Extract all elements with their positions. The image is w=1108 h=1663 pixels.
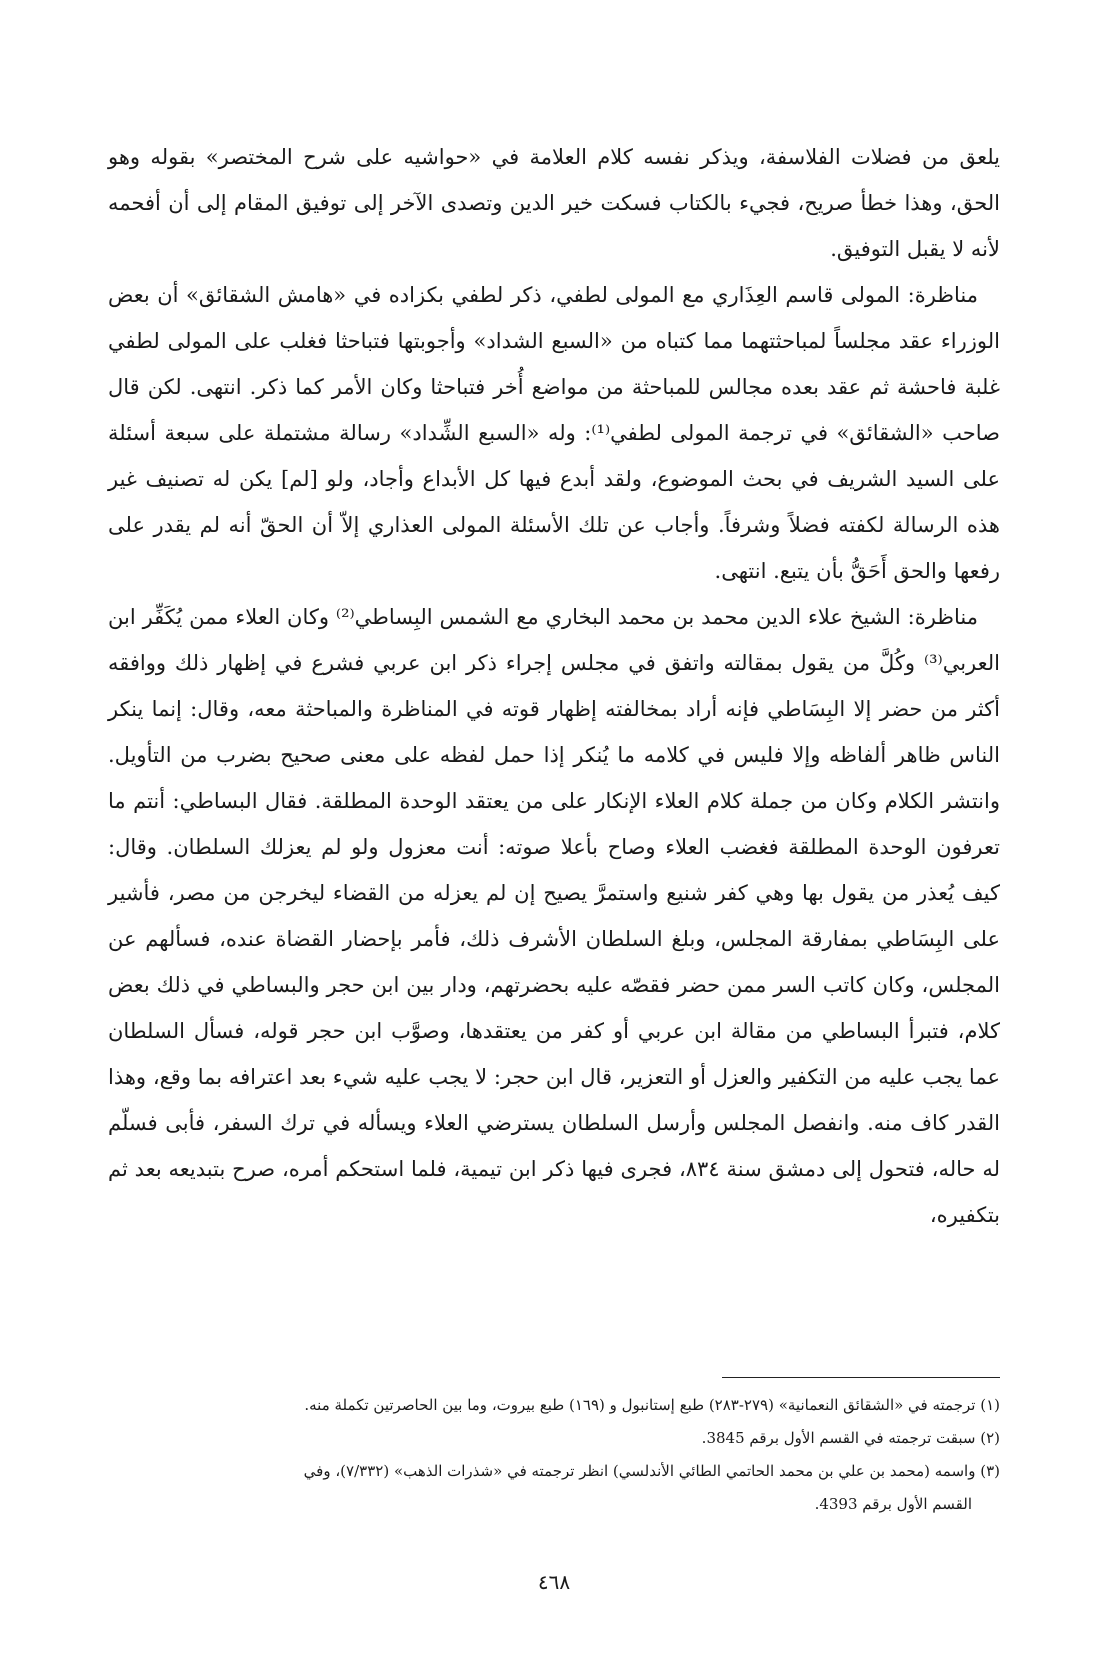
footnote-3: (٣) واسمه (محمد بن علي بن محمد الحاتمي الطائي الأندلسي) انظر ترجمته في «شذرات الذهب» (٧/٣٣٢)، وفي — [303, 1462, 1000, 1480]
footnote-divider — [722, 1377, 1000, 1378]
footnote-2: (٢) سبقت ترجمته في القسم الأول برقم 3845. — [701, 1429, 1000, 1447]
footnote-3-continuation: القسم الأول برقم 4393. — [814, 1495, 972, 1513]
page-number: ٤٦٨ — [537, 1570, 571, 1594]
footnotes — [108, 1389, 1000, 1521]
main-text — [108, 134, 1000, 1238]
paragraph-2: مناظرة: المولى قاسم العِذَاري مع المولى لطفي، ذكر لطفي بكزاده في «هامش الشقائق» أن بعض الوزراء عقد مجلساً لمباحثتهما مما كتباه من «السبع الشداد» وأجوبتها فتباحثا فغلب على المولى لطفي غلبة فاحشة ثم عقد بعده مجالس للمباحثة من مواضع أُخر فتباحثا وكان الأمر كما ذكر. انتهى. لكن قال صاحب «الشقائق» في ترجمة المولى لطفي⁽¹⁾: وله «السبع الشِّداد» رسالة مشتملة على سبعة أسئلة على السيد الشريف في بحث الموضوع، ولقد أبدع فيها كل الأبداع وأجاد، ولو [لم] يكن له تصنيف غير هذه الرسالة لكفته فضلاً وشرفاً. وأجاب عن تلك الأسئلة المولى العذاري إلاّ أن الحقّ أنه لم يقدر على رفعها والحق أَحَقُّ بأن يتبع. انتهى. — [108, 283, 1000, 583]
footnote-1: (١) ترجمته في «الشقائق النعمانية» (٢٧٩-٢٨٣) طبع إستانبول و (١٦٩) طبع بيروت، وما بين الحاصرتين تكملة منه. — [304, 1396, 1000, 1414]
paragraph-3: مناظرة: الشيخ علاء الدين محمد بن محمد البخاري مع الشمس البِساطي⁽²⁾ وكان العلاء ممن يُكَفِّر ابن العربي⁽³⁾ وكُلَّ من يقول بمقالته واتفق في مجلس إجراء ذكر ابن عربي فشرع في إظهار ذلك ووافقه أكثر من حضر إلا البِسَاطي فإنه أراد بمخالفته إظهار قوته في المناظرة والمباحثة معه، وقال: إنما ينكر الناس ظاهر ألفاظه وإلا فليس في كلامه ما يُنكر إذا حمل لفظه على معنى صحيح بضرب من التأويل. وانتشر الكلام وكان من جملة كلام العلاء الإنكار على من يعتقد الوحدة المطلقة. فقال البساطي: أنتم ما تعرفون الوحدة المطلقة فغضب العلاء وصاح بأعلا صوته: أنت معزول ولو لم يعزلك السلطان. وقال: كيف يُعذر من يقول بها وهي كفر شنيع واستمرَّ يصيح إن لم يعزله من القضاء ليخرجن من مصر، فأشير على البِسَاطي بمفارقة المجلس، وبلغ السلطان الأشرف ذلك، فأمر بإحضار القضاة عنده، فسألهم عن المجلس، وكان كاتب السر ممن حضر فقصّه عليه بحضرتهم، ودار بين ابن حجر والبساطي في ذلك بعض كلام، فتبرأ البساطي من مقالة ابن عربي أو كفر من يعتقدها، وصوَّب ابن حجر قوله، فسأل السلطان عما يجب عليه من التكفير والعزل أو التعزير، قال ابن حجر: لا يجب عليه شيء بعد اعترافه بما وقع، وهذا القدر كاف منه. وانفصل المجلس وأرسل السلطان يسترضي العلاء ويسأله في ترك السفر، فأبى فسلّم له حاله، فتحول إلى دمشق سنة ٨٣٤، فجرى فيها ذكر ابن تيمية، فلما استحكم أمره، صرح بتبديعه بعد ثم بتكفيره، — [108, 605, 1000, 1227]
paragraph-1: يلعق من فضلات الفلاسفة، ويذكر نفسه كلام العلامة في «حواشيه على شرح المختصر» بقوله وهو الحق، وهذا خطأ صريح، فجيء بالكتاب فسكت خير الدين وتصدى الآخر إلى توفيق المقام إلى أن أفحمه لأنه لا يقبل التوفيق. — [108, 145, 1000, 261]
